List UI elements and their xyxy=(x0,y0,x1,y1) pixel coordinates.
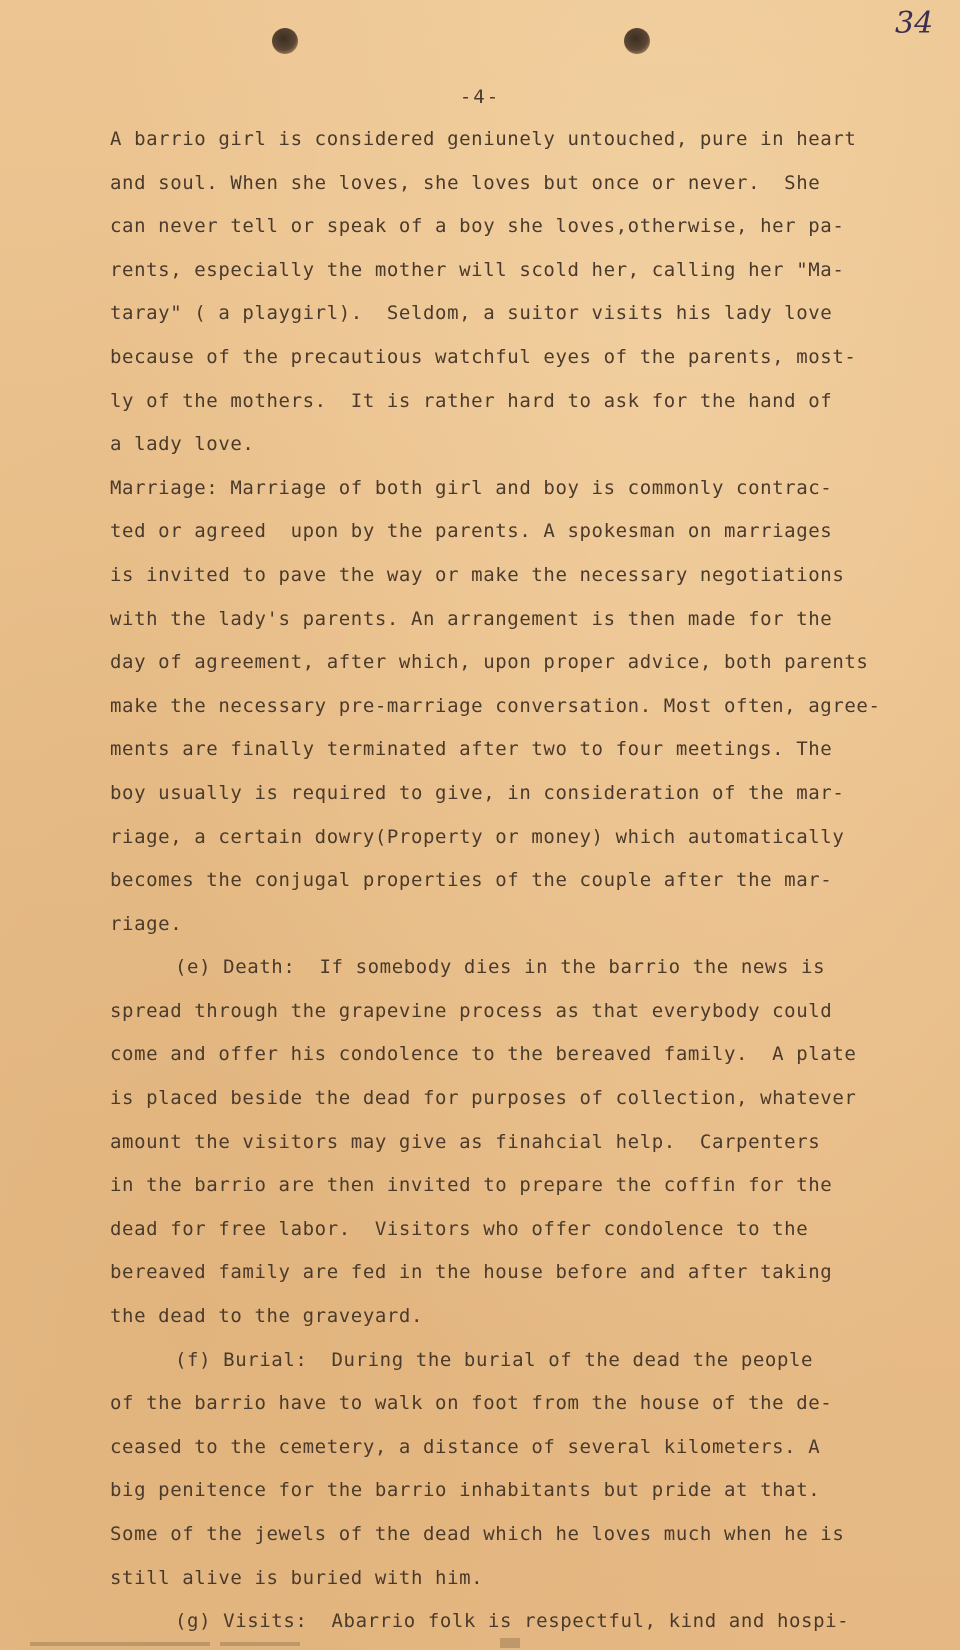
text-line: (f) Burial: During the burial of the dead the people xyxy=(175,1348,814,1371)
text-line: and soul. When she loves, she loves but once or never. She xyxy=(110,171,821,194)
page-header: -4- xyxy=(459,86,501,108)
text-line: is placed beside the dead for purposes of collection, whatever xyxy=(110,1087,857,1110)
text-line: (g) Visits: Abarrio folk is respectful, kind and hospi- xyxy=(175,1610,850,1633)
punch-hole-left xyxy=(272,28,298,54)
text-line: can never tell or speak of a boy she loves,otherwise, her pa- xyxy=(110,215,845,238)
text-line: big penitence for the barrio inhabitants but pride at that. xyxy=(110,1479,821,1502)
text-line: amount the visitors may give as finahcial help. Carpenters xyxy=(110,1130,821,1153)
text-line: because of the precautious watchful eyes of the parents, most- xyxy=(110,345,857,368)
punch-hole-right xyxy=(624,28,650,54)
text-line: ceased to the cemetery, a distance of several kilometers. A xyxy=(110,1435,821,1458)
text-line: ted or agreed upon by the parents. A spokesman on marriages xyxy=(110,520,833,543)
text-line: ments are finally terminated after two to four meetings. The xyxy=(110,738,833,761)
handwritten-page-number: 34 xyxy=(895,6,934,41)
text-line: riage, a certain dowry(Property or money) which automatically xyxy=(110,825,845,848)
text-line: dead for free labor. Visitors who offer condolence to the xyxy=(110,1217,809,1240)
footer-mark xyxy=(220,1642,300,1646)
text-line: is invited to pave the way or make the necessary negotiations xyxy=(110,563,845,586)
text-line: in the barrio are then invited to prepare the coffin for the xyxy=(110,1174,833,1197)
text-line: a lady love. xyxy=(110,433,255,456)
text-line: still alive is buried with him. xyxy=(110,1566,484,1589)
text-line: bereaved family are fed in the house before and after taking xyxy=(110,1261,833,1284)
text-line: of the barrio have to walk on foot from the house of the de- xyxy=(110,1392,833,1415)
text-line: (e) Death: If somebody dies in the barrio the news is xyxy=(175,956,826,979)
text-line: the dead to the graveyard. xyxy=(110,1305,424,1328)
text-line: with the lady's parents. An arrangement is then made for the xyxy=(110,607,833,630)
text-line: rents, especially the mother will scold her, calling her "Ma- xyxy=(110,258,845,281)
text-line: day of agreement, after which, upon proper advice, both parents xyxy=(110,651,869,674)
text-line: make the necessary pre-marriage conversation. Most often, agree- xyxy=(110,694,881,717)
text-line: riage. xyxy=(110,912,183,935)
text-line: taray" ( a playgirl). Seldom, a suitor visits his lady love xyxy=(110,302,833,325)
text-line: A barrio girl is considered geniunely untouched, pure in heart xyxy=(110,128,857,150)
body-text xyxy=(110,118,940,1644)
text-line: spread through the grapevine process as that everybody could xyxy=(110,999,833,1022)
text-line: boy usually is required to give, in consideration of the mar- xyxy=(110,781,845,804)
text-line: ly of the mothers. It is rather hard to ask for the hand of xyxy=(110,389,833,412)
text-line: come and offer his condolence to the bereaved family. A plate xyxy=(110,1043,857,1066)
footer-mark xyxy=(500,1638,520,1648)
text-line: becomes the conjugal properties of the couple after the mar- xyxy=(110,869,833,892)
text-line: Some of the jewels of the dead which he loves much when he is xyxy=(110,1523,845,1545)
footer-mark xyxy=(30,1642,210,1646)
text-line: Marriage: Marriage of both girl and boy is commonly contrac- xyxy=(110,476,833,499)
